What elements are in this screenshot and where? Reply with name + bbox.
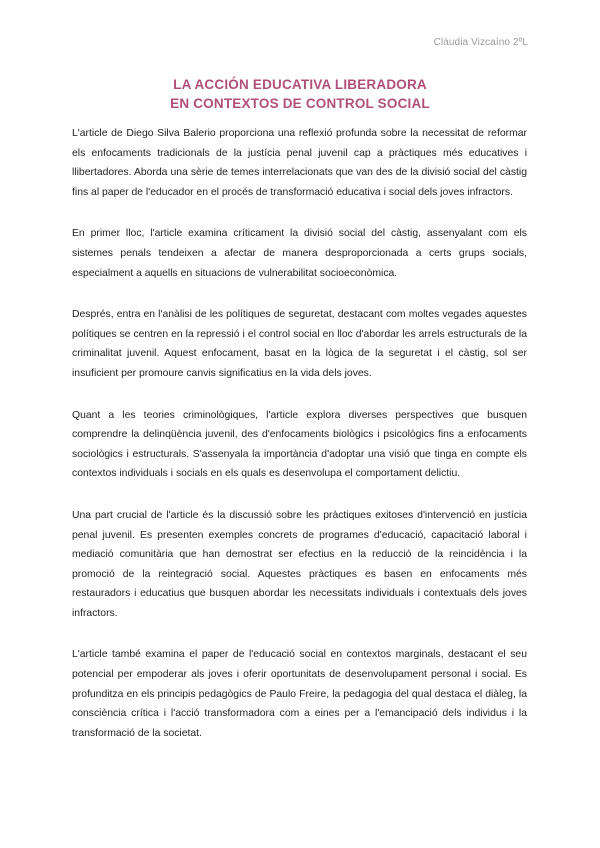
paragraph-5: Una part crucial de l'article és la discussió sobre les pràctiques exitoses d'intervenció en justícia penal juvenil. Es presenten exemples concrets de programes d'educació, capacitació laboral i mediació comunitària que han demostrat ser efectius en la reducció de la reincidència i la promoció de la reintegració social. Aquestes pràctiques es basen en enfocaments més restauradors i educatius que busquen abordar les necessitats individuals i contextuals dels joves infractors. bbox=[72, 509, 527, 619]
paragraph-3: Després, entra en l'anàlisi de les polítiques de seguretat, destacant com moltes vegades aquestes polítiques se centren en la repressió i el control social en lloc d'abordar les arrels estructurals de la criminalitat juvenil. Aquest enfocament, basat en la lògica de la seguretat i el càstig, sol ser insuficient per promoure canvis significatius en la vida dels joves. bbox=[72, 309, 527, 379]
title-line-2: EN CONTEXTOS DE CONTROL SOCIAL bbox=[170, 96, 430, 111]
paragraph-1: L'article de Diego Silva Balerio proporciona una reflexió profunda sobre la necessitat de reformar els enfocaments tradicionals de la justícia penal juvenil cap a pràctiques més educatives i llibertadores. Aborda una sèrie de temes interrelacionats que van des de la divisió social del càstig fins al paper de l'educador en el procés de transformació educativa i social dels joves infractors. bbox=[72, 128, 527, 198]
page-title bbox=[0, 75, 600, 113]
paragraph-4: Quant a les teories criminològiques, l'article explora diverses perspectives que busquen comprendre la delinqüència juvenil, des d'enfocaments biològics i psicològics fins a enfocaments sociològics i estructurals. S'assenyala la importància d'adoptar una visió que tinga en compte els contextos individuals i socials en els quals es desenvolupa el comportament delictiu. bbox=[72, 409, 527, 480]
paragraph-2: En primer lloc, l'article examina críticament la divisió social del càstig, assenyalant com els sistemes penals tendeixen a afectar de manera desproporcionada a certs grups socials, especialment a aquells en situacions de vulnerabilitat socioeconòmica. bbox=[72, 228, 527, 279]
paragraph-6: L'article també examina el paper de l'educació social en contextos marginals, destacant el seu potencial per empoderar als joves i oferir oportunitats de desenvolupament personal i social. Es profunditza en els principis pedagògics de Paulo Freire, la pedagogia del qual destaca el diàleg, la consciència crítica i l'acció transformadora com a eines per a l'emancipació dels individus i la transformació de la societat. bbox=[72, 649, 527, 739]
document-body bbox=[72, 124, 527, 765]
title-line-1: LA ACCIÓN EDUCATIVA LIBERADORA bbox=[173, 77, 427, 92]
header-author: Clàudia Vizcaíno 2ºL bbox=[433, 37, 528, 48]
